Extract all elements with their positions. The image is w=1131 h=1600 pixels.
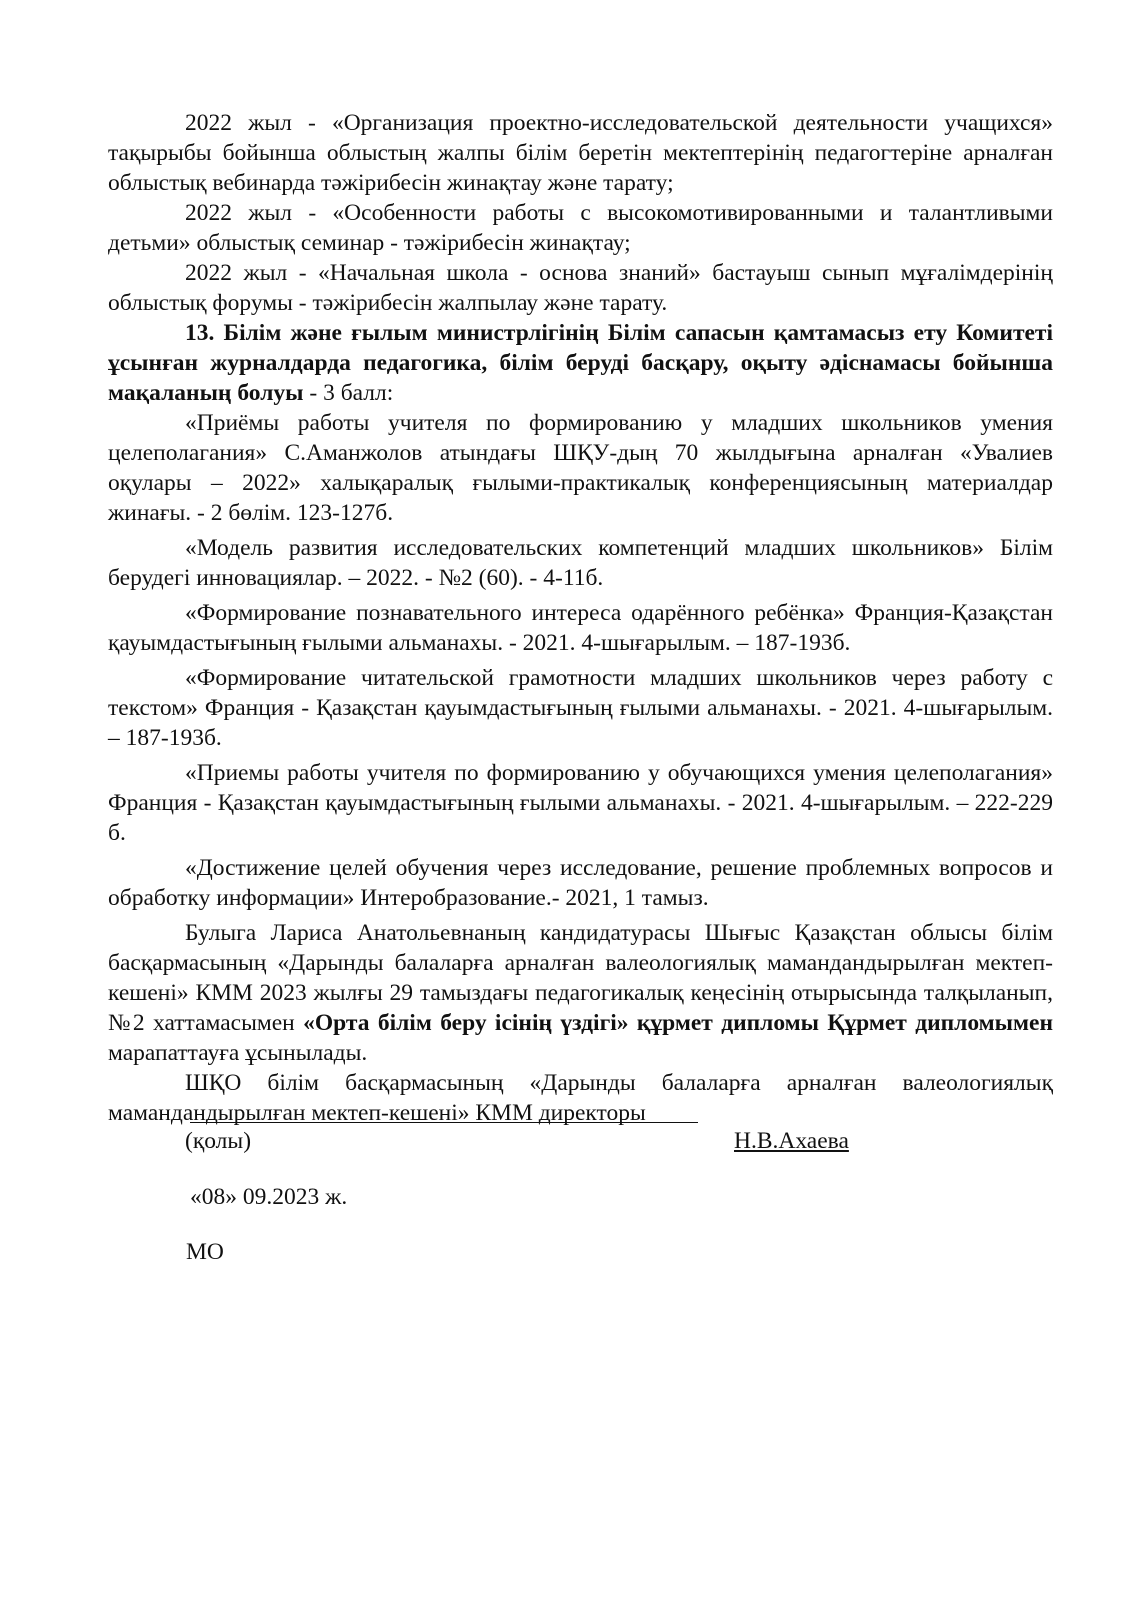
- section-13-heading: 13. Білім және ғылым министрлігінің Білім сапасын қамтамасыз ету Комитеті ұсынған журналдарда педагогика, білім беруді басқару, оқыту әдіснамасы бойынша мақаланың болуы: [108, 320, 1053, 406]
- seal-mark: МО: [186, 1239, 224, 1265]
- paragraph-webinar: 2022 жыл - «Организация проектно-исследовательской деятельности учащихся» тақырыбы бойынша облыстың жалпы білім беретін мектептерінің педагогтеріне арналған облыстық вебинарда тәжірибесін жинақтау және тарату;: [108, 110, 1053, 196]
- section-13-score: - 3 балл:: [303, 380, 394, 406]
- director-title: ШҚО білім басқармасының «Дарынды балаларға арналған валеологиялық мамандандырылған мектеп-кешені» КММ директоры: [108, 1070, 1053, 1126]
- document-date: «08» 09.2023 ж.: [190, 1184, 348, 1210]
- section-13: [108, 318, 1053, 408]
- article-1: «Приёмы работы учителя по формированию у младших школьников умения целеполагания» С.Аманжолов атындағы ШҚУ-дың 70 жылдығына арналған «Увалиев оқулары – 2022» халықаралық ғылыми-практикалық конференциясының материалдар жинағы. - 2 бөлім. 123-127б.: [108, 410, 1053, 526]
- signature-label: (қолы): [185, 1128, 252, 1154]
- article-2: «Модель развития исследовательских компетенций младших школьников» Білім берудегі инновациялар. – 2022. - №2 (60). - 4-11б.: [108, 535, 1053, 591]
- article-4: «Формирование читательской грамотности младших школьников через работу с текстом» Франция - Қазақстан қауымдастығының ғылыми альманахы. - 2021. 4-шығарылым. – 187-193б.: [108, 665, 1053, 751]
- signature-line: [190, 1122, 698, 1123]
- nomination-award: «Орта білім беру ісінің үздігі» құрмет дипломы Құрмет дипломымен: [303, 1010, 1053, 1036]
- signatory-name: Н.В.Ахаева: [734, 1128, 849, 1154]
- article-6: «Достижение целей обучения через исследование, решение проблемных вопросов и обработку информации» Интеробразование.- 2021, 1 тамыз.: [108, 855, 1053, 911]
- nomination-text-2: марапаттауға ұсынылады.: [108, 1040, 368, 1066]
- article-5: «Приемы работы учителя по формированию у обучающихся умения целеполагания» Франция - Қазақстан қауымдастығының ғылыми альманахы. - 2021. 4-шығарылым. – 222-229 б.: [108, 760, 1053, 846]
- nomination-text-1: Булыга Лариса Анатольевнаның кандидатурасы Шығыс Қазақстан облысы білім басқармасының «Дарынды балаларға арналған валеологиялық мамандандырылған мектеп-кешені» КММ 2023 жылғы 29 тамыздағы педагогикалық кеңесінің отырысында талқыланып, №2 хаттамасымен: [108, 920, 1053, 1036]
- article-3: «Формирование познавательного интереса одарённого ребёнка» Франция-Қазақстан қауымдастығының ғылыми альманахы. - 2021. 4-шығарылым. – 187-193б.: [108, 600, 1053, 656]
- paragraph-seminar: 2022 жыл - «Особенности работы с высокомотивированными и талантливыми детьми» облыстық семинар - тәжірибесін жинақтау;: [108, 200, 1053, 256]
- paragraph-forum: 2022 жыл - «Начальная школа - основа знаний» бастауыш сынып мұғалімдерінің облыстық форумы - тәжірибесін жалпылау және тарату.: [108, 260, 1053, 316]
- nomination-paragraph: [108, 918, 1053, 1068]
